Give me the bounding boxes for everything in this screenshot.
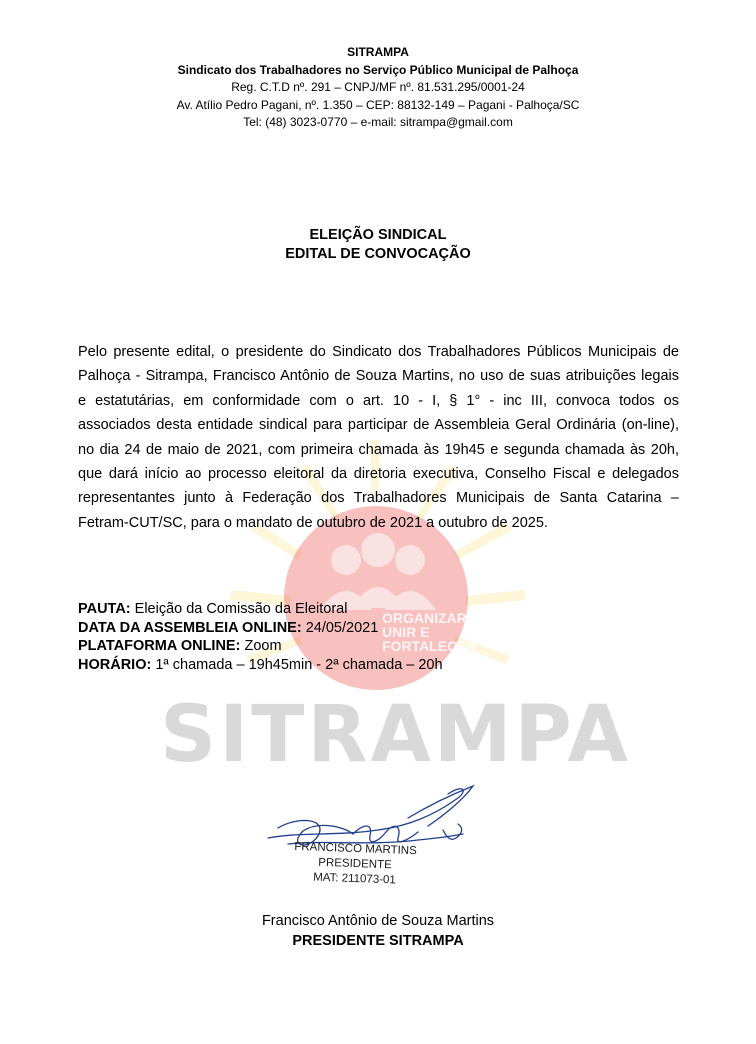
paragraph-line: Fetram-CUT/SC, para o mandato de outubro de 2021 a outubro de 2025. [78,514,548,531]
org-contact: Tel: (48) 3023-0770 – e-mail: sitrampa@gmail.com [243,115,513,129]
pauta-value: Eleição da Comissão da Eleitoral [130,601,348,617]
paragraph-line: no dia 24 de maio de 2021, com primeira chamada às 19h45 e segunda chamada às 20h, [78,441,679,458]
paragraph-line: associados desta entidade sindical para participar de Assembleia Geral Ordinária (on-line), [78,417,679,434]
paragraph-line: representantes junto à Federação dos Trabalhadores Municipais de Santa Catarina – [78,490,679,507]
document-title [0,226,756,264]
paragraph-line: Pelo presente edital, o presidente do Sindicato dos Trabalhadores Públicos Municipais de [78,344,679,360]
paragraph-line: que dará início ao processo eleitoral da diretoria executiva, Conselho Fiscal e delegados [78,466,679,483]
signature-stamp [269,839,440,890]
convocation-paragraph [78,340,679,535]
paragraph-line: e estatutárias, em conformidade com o art. 10 - I, § 1° - inc III, convoca todos os [78,392,679,409]
platform-label: PLATAFORMA ONLINE: [78,638,241,654]
signature-block [0,911,756,951]
platform-row [78,637,598,656]
time-value: 1ª chamada – 19h45min - 2ª chamada – 20h [151,656,443,673]
date-label: DATA DA ASSEMBLEIA ONLINE: [78,619,302,636]
org-registration: Reg. C.T.D nº. 291 – CNPJ/MF nº. 81.531.295/0001-24 [231,80,525,94]
paragraph-line: Palhoça - Sitrampa, Francisco Antônio de Souza Martins, no uso de suas atribuições legais [78,368,679,385]
platform-value: Zoom [240,638,282,654]
time-row [78,656,598,675]
signer-role: PRESIDENTE SITRAMPA [292,933,464,949]
org-address: Av. Atílio Pedro Pagani, nº. 1.350 – CEP: 88132-149 – Pagani - Palhoça/SC [176,97,580,112]
watermark-slogan: ORGANIZAR, UNIR E FORTALECER [382,610,477,654]
watermark-text: SITRAMPA [160,690,631,780]
stamp-mat: MAT: 211073-01 [312,871,397,887]
title-line-1: ELEIÇÃO SINDICAL [309,227,447,243]
signer-name: Francisco Antônio de Souza Martins [261,913,495,929]
title-line-2: EDITAL DE CONVOCAÇÃO [285,246,471,262]
stamp-name: FRANCISCO MARTINS [294,840,417,858]
org-acronym: SITRAMPA [347,45,409,59]
org-name: Sindicato dos Trabalhadores no Serviço Público Municipal de Palhoça [177,62,579,77]
meeting-details [78,600,598,674]
pauta-label: PAUTA: [78,601,131,617]
time-label: HORÁRIO: [78,656,152,673]
pauta-row [78,600,598,619]
date-value: 24/05/2021 [301,619,379,636]
letterhead [0,44,756,132]
stamp-role: PRESIDENTE [318,856,392,872]
date-row [78,619,598,638]
